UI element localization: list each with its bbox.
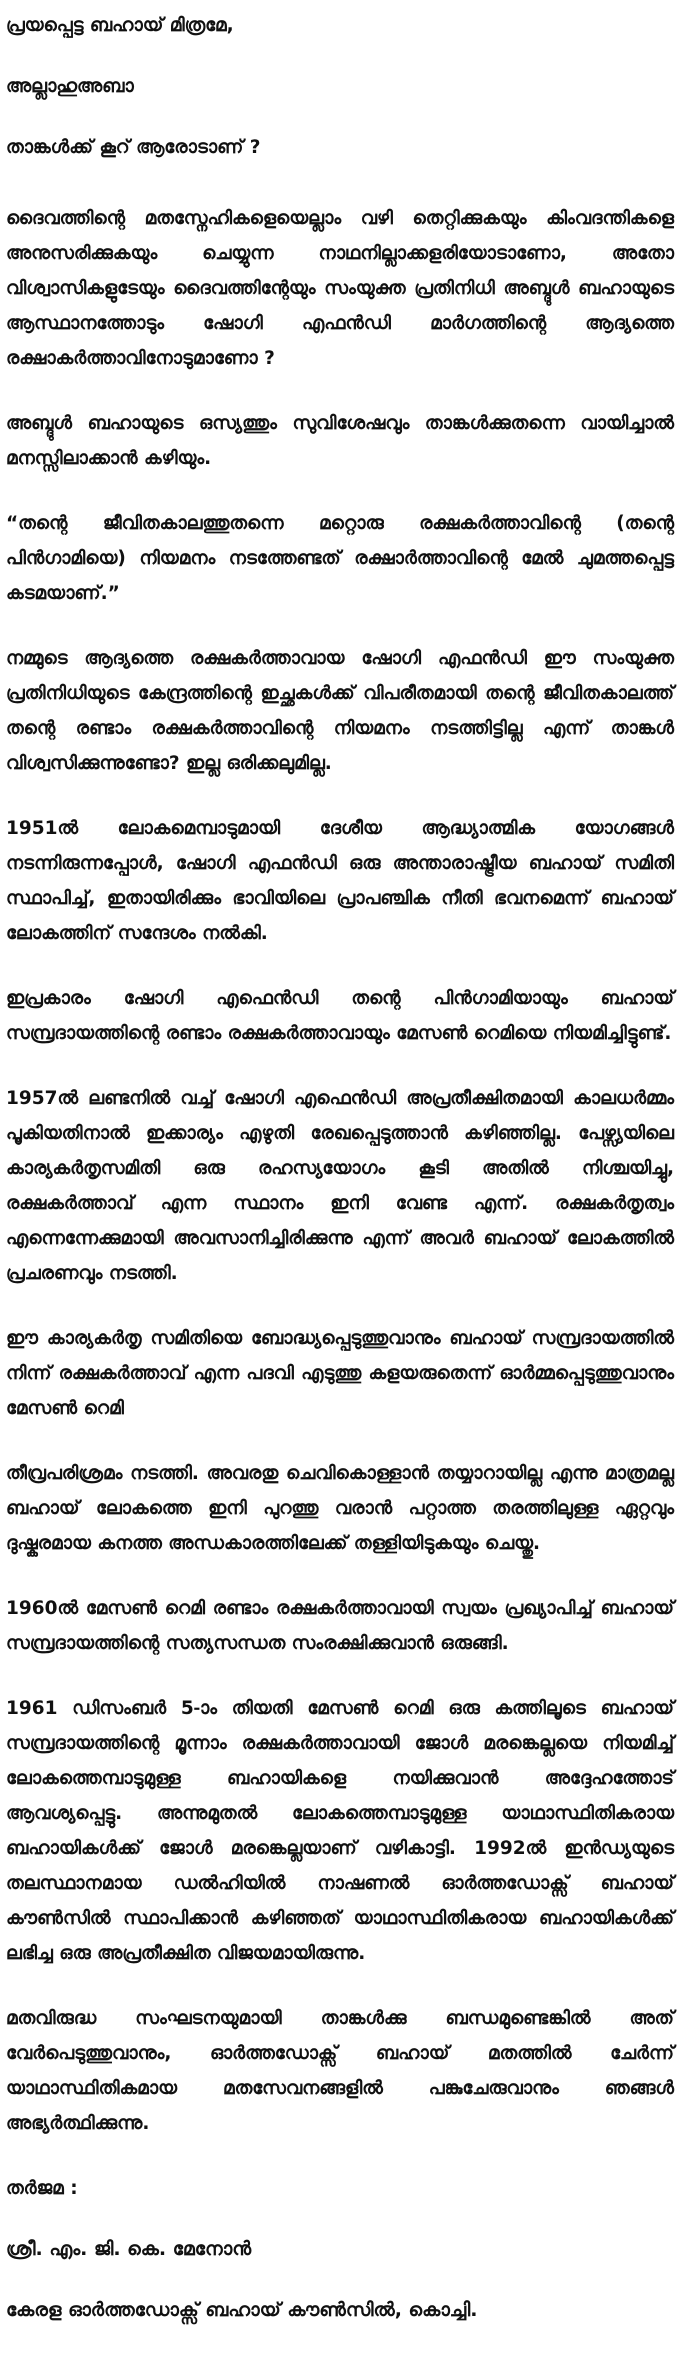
paragraph: തീവ്രപരിശ്രമം നടത്തി. അവരതു ചെവികൊള്ളാൻ തയ്യാറായില്ല എന്നു മാത്രമല്ല ബഹായ് ലോകത്തെ ഇനി പുറത്തു വരാൻ പറ്റാത്ത തരത്തിലുള്ള ഏറ്റവും ദുഷ്കരമായ കനത്ത അന്ധകാരത്തിലേക്ക് തള്ളിയിടുകയും ചെയ്തു.	[6, 1463, 674, 1554]
paragraph: 1961 ഡിസംബർ 5-ാം തിയതി മേസൺ റെമി ഒരു കത്തിലൂടെ ബഹായ് സമ്പ്രദായത്തിന്റെ മൂന്നാം രക്ഷകർത്താവായി ജോൾ മരങ്കെല്ലയെ നിയമിച്ച് ലോകത്തെമ്പാടുമുള്ള ബഹായികളെ നയിക്കുവാൻ അദ്ദേഹത്തോട് ആവശ്യപ്പെട്ടു. അന്നുമുതൽ ലോകത്തെമ്പാടുമുള്ള യാഥാസ്ഥിതികരായ ബഹായികൾക്ക് ജോൾ മരങ്കെല്ലയാണ് വഴികാട്ടി. 1992ൽ ഇൻഡ്യയുടെ തലസ്ഥാനമായ ഡൽഹിയിൽ നാഷണൽ ഓർത്തഡോക്സ് ബഹായ് കൗൺസിൽ സ്ഥാപിക്കാൻ കഴിഞ്ഞത് യാഥാസ്ഥിതികരായ ബഹായികൾക്ക് ലഭിച്ച ഒരു അപ്രതീക്ഷിത വിജയമായിരുന്നു.	[6, 1698, 674, 1964]
quotation: “തന്റെ ജീവിതകാലത്തുതന്നെ മറ്റൊരു രക്ഷകർത്താവിന്റെ (തന്റെ പിൻഗാമിയെ) നിയമനം നടത്തേണ്ടത് രക്ഷാർത്താവിന്റെ മേൽ ചുമത്തപ്പെട്ട കടമയാണ്.”	[6, 513, 674, 604]
salutation: പ്രയപ്പെട്ട ബഹായ് മിത്രമേ,	[6, 15, 234, 36]
translator-name: ശ്രീ. എം. ജി. കെ. മേനോൻ	[6, 2238, 252, 2260]
paragraph: മതവിരുദ്ധ സംഘടനയുമായി താങ്കൾക്കു ബന്ധമുണ്ടെങ്കിൽ അത് വേർപെടുത്തുവാനും, ഓർത്തഡോക്സ് ബഹായ് മതത്തിൽ ചേർന്ന് യാഥാസ്ഥിതികമായ മതസേവനങ്ങളിൽ പങ്കുചേരുവാനും ഞങ്ങൾ അഭ്യർത്ഥിക്കുന്നു.	[6, 2008, 674, 2134]
organization-name: കേരള ഓർത്തഡോക്സ് ബഹായ് കൗൺസിൽ, കൊച്ചി.	[6, 2299, 478, 2321]
opening-question: താങ്കൾക്ക് കൂറ് ആരോടാണ് ?	[6, 137, 261, 158]
paragraph: 1960ൽ മേസൺ റെമി രണ്ടാം രക്ഷകർത്താവായി സ്വയം പ്രഖ്യാപിച്ച് ബഹായ് സമ്പ്രദായത്തിന്റെ സത്യസന്ധത സംരക്ഷിക്കുവാൻ ഒരുങ്ങി.	[6, 1598, 674, 1654]
greeting: അല്ലാഹുഅബാ	[6, 76, 134, 97]
translation-label: തർജമ :	[6, 2178, 78, 2199]
paragraph: അബ്ദുൾ ബഹായുടെ ഒസ്യത്തും സുവിശേഷവും താങ്കൾക്കുതന്നെ വായിച്ചാൽ മനസ്സിലാക്കാൻ കഴിയും.	[6, 413, 674, 469]
paragraph: നമ്മുടെ ആദ്യത്തെ രക്ഷകർത്താവായ ഷോഗി എഫൻഡി ഈ സംയുക്ത പ്രതിനിധിയുടെ കേന്ദ്രത്തിന്റെ ഇച്ഛകൾക്ക് വിപരീതമായി തന്റെ ജീവിതകാലത്ത് തന്റെ രണ്ടാം രക്ഷകർത്താവിന്റെ നിയമനം നടത്തിട്ടില്ല എന്ന് താങ്കൾ വിശ്വസിക്കുന്നുണ്ടോ? ഇല്ല ഒരിക്കലുമില്ല.	[6, 648, 674, 774]
paragraph: 1957ൽ ലണ്ടനിൽ വച്ച് ഷോഗി എഫെൻഡി അപ്രതീക്ഷിതമായി കാലധർമ്മം പൂകിയതിനാൽ ഇക്കാര്യം എഴുതി രേഖപ്പെടുത്താൻ കഴിഞ്ഞില്ല. പേഴ്സ്യയിലെ കാര്യകർതൃസമിതി ഒരു രഹസ്യയോഗം കൂടി അതിൽ നിശ്ചയിച്ചു, രക്ഷകർത്താവ് എന്ന സ്ഥാനം ഇനി വേണ്ട എന്ന്. രക്ഷകർതൃത്വം എന്നെന്നേക്കുമായി അവസാനിച്ചിരിക്കുന്നു എന്ന് അവർ ബഹായ് ലോകത്തിൽ പ്രചരണവും നടത്തി.	[6, 1088, 674, 1284]
paragraph: ദൈവത്തിന്റെ മതസ്നേഹികളെയെല്ലാം വഴി തെറ്റിക്കുകയും കിംവദന്തികളെ അനുസരിക്കുകയും ചെയ്യുന്ന നാഥനില്ലാക്കളരിയോടാണോ, അതോ വിശ്വാസികളുടേയും ദൈവത്തിന്റേയും സംയുക്ത പ്രതിനിധി അബ്ദുൾ ബഹായുടെ ആസ്ഥാനത്തോടും ഷോഗി എഫൻഡി മാർഗത്തിന്റെ ആദ്യത്തെ രക്ഷാകർത്താവിനോടുമാണോ ?	[6, 208, 674, 369]
paragraph: ഈ കാര്യകർതൃ സമിതിയെ ബോദ്ധ്യപ്പെടുത്തുവാനും ബഹായ് സമ്പ്രദായത്തിൽ നിന്ന് രക്ഷകർത്താവ് എന്ന പദവി എടുത്തു കളയരുതെന്ന് ഓർമ്മപ്പെടുത്തുവാനും മേസൺ റെമി	[6, 1328, 674, 1419]
paragraph: ഇപ്രകാരം ഷോഗി എഫെൻഡി തന്റെ പിൻഗാമിയായും ബഹായ് സമ്പ്രദായത്തിന്റെ രണ്ടാം രക്ഷകർത്താവായും മേസൺ റെമിയെ നിയമിച്ചിട്ടുണ്ട്.	[6, 988, 674, 1044]
paragraph: 1951ൽ ലോകമെമ്പാടുമായി ദേശീയ ആദ്ധ്യാത്മിക യോഗങ്ങൾ നടന്നിരുന്നപ്പോൾ, ഷോഗി എഫൻഡി ഒരു അന്താരാഷ്ട്രീയ ബഹായ് സമിതി സ്ഥാപിച്ച്, ഇതായിരിക്കും ഭാവിയിലെ പ്രാപഞ്ചിക നീതി ഭവനമെന്ന് ബഹായ് ലോകത്തിന് സന്ദേശം നൽകി.	[6, 818, 674, 944]
